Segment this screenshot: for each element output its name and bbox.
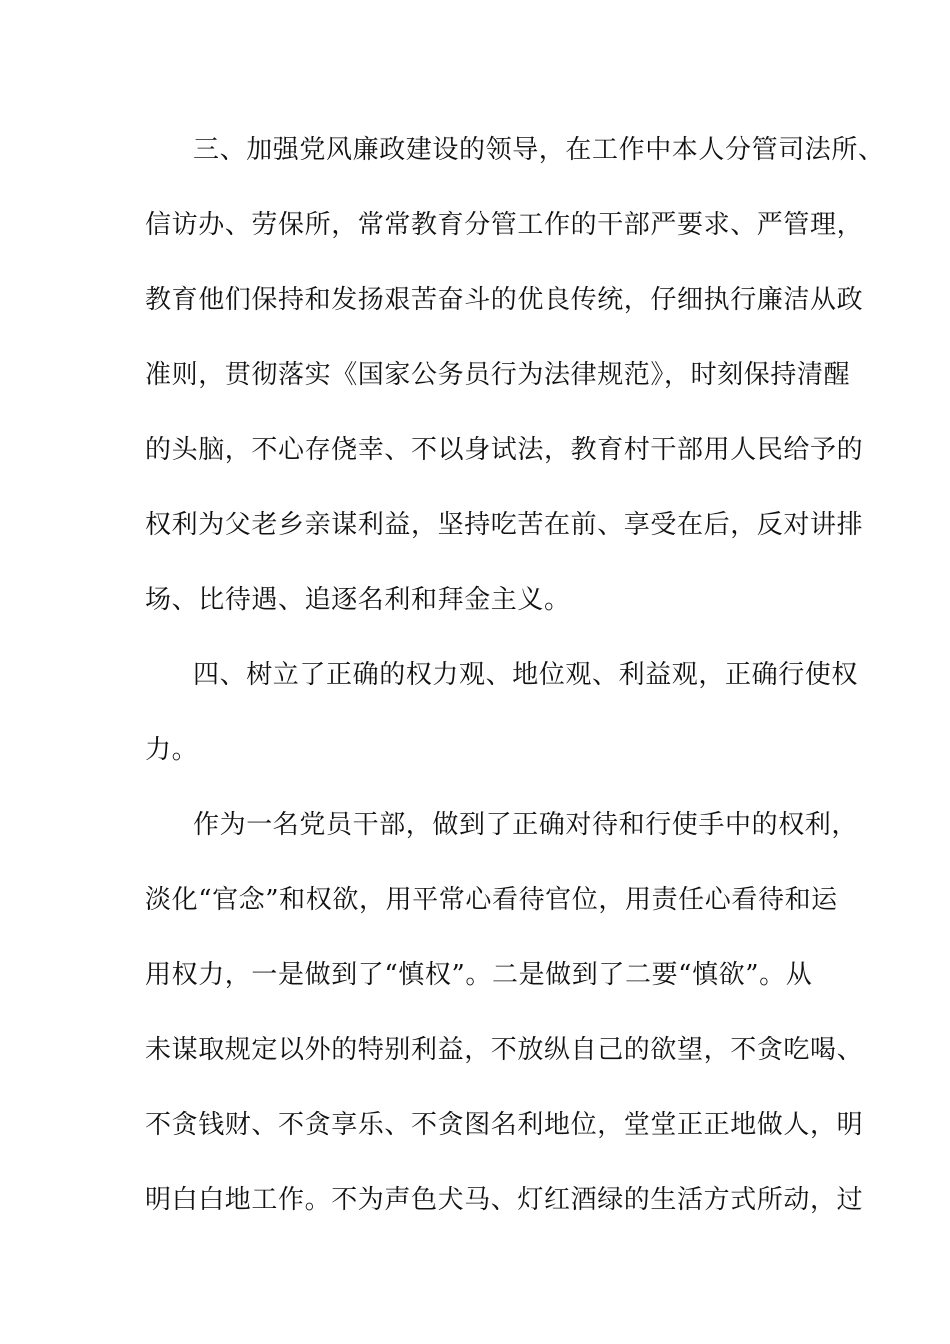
paragraph-3-line-5: 的头脑，不心存侥幸、不以身试法，教育村干部用人民给予的 <box>145 435 864 465</box>
paragraph-5-line-4: 未谋取规定以外的特别利益，不放纵自己的欲望，不贪吃喝、 <box>145 1035 864 1065</box>
paragraph-3-line-6: 权利为父老乡亲谋利益，坚持吃苦在前、享受在后，反对讲排 <box>145 510 864 540</box>
paragraph-4-line-1: 四、树立了正确的权力观、地位观、利益观，正确行使权 <box>193 660 859 690</box>
paragraph-3-line-1: 三、加强党风廉政建设的领导，在工作中本人分管司法所、 <box>193 135 885 165</box>
paragraph-5-line-5: 不贪钱财、不贪享乐、不贪图名利地位，堂堂正正地做人，明 <box>145 1110 864 1140</box>
paragraph-3-line-4: 准则，贯彻落实《国家公务员行为法律规范》，时刻保持清醒 <box>145 360 851 390</box>
paragraph-3-line-7: 场、比待遇、追逐名利和拜金主义。 <box>145 585 571 615</box>
paragraph-3-line-3: 教育他们保持和发扬艰苦奋斗的优良传统，仔细执行廉洁从政 <box>145 285 864 315</box>
paragraph-5-line-1: 作为一名党员干部，做到了正确对待和行使手中的权利， <box>193 810 859 840</box>
paragraph-5-line-3: 用权力，一是做到了“慎权”。二是做到了二要“慎欲”。从 <box>145 960 813 990</box>
paragraph-5-line-2: 淡化“官念”和权欲，用平常心看待官位，用责任心看待和运 <box>145 885 838 915</box>
paragraph-4-line-2: 力。 <box>145 735 199 765</box>
paragraph-5-line-6: 明白白地工作。不为声色犬马、灯红酒绿的生活方式所动，过 <box>145 1185 864 1215</box>
paragraph-3-line-2: 信访办、劳保所，常常教育分管工作的干部严要求、严管理， <box>145 210 864 240</box>
